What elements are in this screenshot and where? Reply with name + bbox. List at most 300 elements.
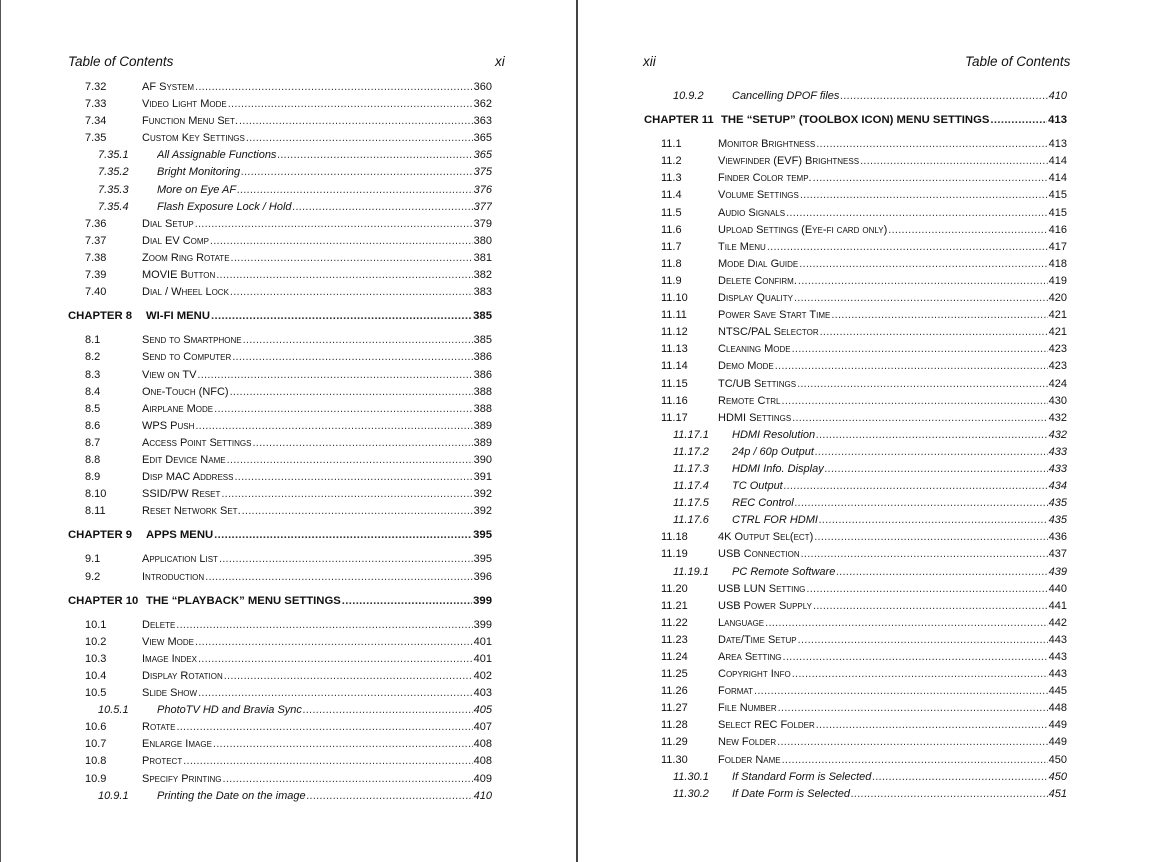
dot-leader: [230, 284, 473, 301]
toc-entry-page-number: 360: [473, 81, 492, 93]
toc-entry-page-number: 382: [473, 269, 492, 282]
toc-entry-title: View on TV: [142, 368, 197, 381]
toc-entry[interactable]: [68, 685, 492, 702]
toc-entry-title: Tile Menu: [718, 240, 766, 253]
dot-leader: [819, 512, 1048, 529]
toc-entry[interactable]: [644, 529, 1067, 546]
toc-entry[interactable]: [68, 702, 492, 719]
toc-entry[interactable]: [68, 736, 492, 753]
toc-entry-page-number: 385: [473, 334, 492, 347]
toc-entry-page-number: 392: [473, 505, 492, 518]
toc-entry-page-number: 419: [1048, 274, 1067, 287]
toc-entry-page-number: 437: [1048, 548, 1067, 561]
toc-entry-number: 11.9: [661, 274, 682, 287]
dot-leader: [211, 308, 472, 325]
toc-entry-title: Flash Exposure Lock / Hold: [157, 200, 292, 213]
toc-entry-page-number: 442: [1048, 616, 1067, 629]
toc-entry-page-number: 423: [1048, 343, 1067, 356]
toc-entry-page-number: 415: [1048, 206, 1067, 219]
toc-entry[interactable]: [68, 164, 492, 181]
toc-entry-page-number: 409: [473, 772, 492, 785]
toc-entry-number: 11.12: [661, 326, 688, 339]
toc-entry-title: Mode Dial Guide: [718, 257, 799, 270]
toc-entry-title: TC Output: [732, 480, 783, 493]
toc-entry-number: 11.24: [661, 651, 688, 663]
toc-entry-title: 4K Output Sel(ect): [718, 531, 814, 544]
toc-entry[interactable]: [644, 427, 1067, 444]
toc-entry-number: CHAPTER 9: [68, 529, 133, 542]
toc-entry-title: Zoom Ring Rotate: [142, 251, 230, 264]
toc-entry-number: 11.16: [661, 394, 688, 407]
toc-entry[interactable]: [68, 147, 492, 164]
toc-entry[interactable]: [644, 205, 1067, 222]
toc-entry-number: 7.35.2: [98, 166, 129, 179]
toc-entry[interactable]: [68, 719, 492, 736]
toc-entry[interactable]: [644, 564, 1067, 581]
toc-entry-number: 11.18: [661, 531, 688, 544]
toc-entry-number: 10.6: [85, 721, 107, 734]
toc-entry-number: 11.19: [661, 548, 688, 561]
toc-entry[interactable]: [644, 170, 1067, 187]
toc-entry-title: Application List: [142, 553, 218, 566]
dot-leader: [794, 290, 1048, 307]
dot-leader: [820, 324, 1048, 341]
toc-entry[interactable]: [644, 222, 1067, 239]
dot-leader: [198, 685, 473, 702]
toc-entry-number: 10.5: [85, 687, 107, 700]
toc-entry-page-number: 410: [473, 789, 492, 802]
toc-entry-title: TC/UB Settings: [718, 377, 797, 390]
toc-entry-page-number: 440: [1048, 582, 1067, 595]
toc-entry[interactable]: [68, 486, 492, 503]
toc-entry-number: 7.33: [85, 98, 107, 111]
toc-entry[interactable]: [644, 256, 1067, 273]
toc-entry[interactable]: [644, 444, 1067, 461]
toc-entry-page-number: 448: [1048, 702, 1067, 715]
toc-list-right: [644, 88, 1067, 803]
toc-entry[interactable]: [68, 250, 492, 267]
toc-entry[interactable]: [644, 410, 1067, 427]
toc-entry-page-number: 445: [1048, 685, 1067, 698]
toc-entry-title: Enlarge Image: [142, 738, 212, 751]
toc-entry-page-number: 408: [473, 738, 492, 751]
running-head-page-number: xi: [495, 54, 505, 69]
toc-entry-title: Power Save Start Time: [718, 309, 831, 322]
toc-entry[interactable]: [644, 752, 1067, 769]
dot-leader: [792, 341, 1048, 358]
toc-entry-page-number: 443: [1048, 633, 1067, 646]
toc-entry[interactable]: [644, 358, 1067, 375]
toc-entry[interactable]: [644, 88, 1067, 105]
toc-entry-page-number: 399: [473, 618, 492, 631]
toc-entry-page-number: 395: [473, 553, 492, 566]
toc-entry-title: Dial Setup: [142, 217, 194, 230]
dot-leader: [816, 427, 1048, 444]
dot-leader: [221, 486, 472, 503]
toc-entry-number: 7.38: [85, 251, 107, 264]
toc-entry[interactable]: [644, 717, 1067, 734]
toc-entry-title: HDMI Settings: [718, 411, 792, 424]
dot-leader: [784, 478, 1048, 495]
toc-entry-page-number: 408: [473, 755, 492, 768]
toc-entry-title: HDMI Info. Display: [732, 462, 824, 475]
toc-entry-number: 7.34: [85, 115, 107, 128]
dot-leader: [176, 719, 472, 736]
toc-entry[interactable]: [68, 349, 492, 366]
dot-leader: [241, 164, 472, 181]
toc-entry[interactable]: [68, 384, 492, 401]
toc-entry-page-number: 396: [473, 570, 492, 583]
toc-entry-number: 11.10: [661, 292, 688, 305]
toc-entry-number: 8.6: [85, 419, 101, 432]
toc-entry-number: 11.6: [661, 223, 682, 236]
toc-entry[interactable]: [644, 683, 1067, 700]
toc-entry[interactable]: [644, 187, 1067, 204]
toc-entry-number: 8.7: [85, 436, 101, 449]
toc-entry-title: Demo Mode: [718, 360, 774, 373]
dot-leader: [237, 182, 473, 199]
toc-entry-page-number: 421: [1048, 326, 1067, 339]
dot-leader: [777, 734, 1047, 751]
toc-entry-page-number: 383: [473, 286, 492, 299]
toc-chapter-entry[interactable]: [68, 593, 492, 610]
toc-entry-number: 11.13: [661, 343, 688, 356]
toc-entry[interactable]: [644, 376, 1067, 393]
dot-leader: [816, 717, 1048, 734]
toc-entry-number: 11.22: [661, 616, 688, 629]
toc-entry-page-number: 385: [473, 310, 492, 323]
toc-entry[interactable]: [68, 367, 492, 384]
toc-entry[interactable]: [68, 96, 492, 113]
running-head-title: Table of Contents: [68, 54, 174, 69]
toc-entry-page-number: 414: [1048, 172, 1067, 185]
toc-entry[interactable]: [644, 786, 1067, 803]
toc-entry-number: 11.17.3: [673, 462, 709, 475]
toc-entry-number: 11.1: [661, 138, 682, 151]
toc-entry-title: Function Menu Set.: [142, 115, 238, 128]
toc-entry-number: 7.35: [85, 132, 107, 145]
dot-leader: [243, 332, 473, 349]
toc-entry-title: WPS Push: [142, 419, 195, 432]
dot-leader: [176, 617, 472, 634]
toc-entry[interactable]: [644, 153, 1067, 170]
toc-entry-number: 10.4: [85, 670, 107, 682]
toc-entry[interactable]: [68, 753, 492, 770]
toc-entry-number: 11.30: [661, 753, 688, 766]
dot-leader: [307, 788, 473, 805]
toc-entry-number: 11.8: [661, 257, 682, 270]
toc-entry-page-number: 424: [1048, 377, 1067, 390]
toc-entry-number: 11.2: [661, 155, 682, 168]
toc-entry-page-number: 401: [473, 652, 492, 665]
toc-entry-number: 8.1: [85, 334, 101, 347]
toc-entry-number: 11.17.1: [673, 428, 709, 441]
toc-entry[interactable]: [644, 136, 1067, 153]
toc-entry[interactable]: [644, 649, 1067, 666]
toc-entry-title: PhotoTV HD and Bravia Sync: [157, 704, 302, 717]
toc-entry-page-number: 450: [1048, 753, 1067, 766]
toc-entry-page-number: 401: [473, 635, 492, 648]
toc-entry-title: Delete: [142, 618, 176, 631]
toc-chapter-entry[interactable]: [644, 112, 1067, 129]
toc-entry-title: Remote Ctrl: [718, 394, 781, 407]
toc-chapter-entry[interactable]: [68, 527, 492, 544]
toc-entry[interactable]: [644, 461, 1067, 478]
dot-leader: [778, 700, 1048, 717]
toc-entry[interactable]: [68, 284, 492, 301]
toc-entry-title: Custom Key Settings: [142, 132, 245, 145]
toc-entry-number: 7.35.4: [98, 200, 129, 213]
dot-leader: [806, 581, 1047, 598]
dot-leader: [814, 529, 1047, 546]
toc-entry-number: 8.10: [85, 488, 107, 501]
toc-entry-number: 9.2: [85, 570, 101, 583]
toc-entry-number: 10.2: [85, 635, 107, 648]
toc-entry-number: CHAPTER 10: [68, 594, 139, 607]
dot-leader: [183, 753, 472, 770]
dot-leader: [210, 233, 473, 250]
toc-entry[interactable]: [644, 324, 1067, 341]
toc-entry[interactable]: [644, 546, 1067, 563]
toc-entry-title: Dial EV Comp: [142, 234, 209, 247]
toc-entry-title: If Date Form is Selected: [732, 787, 850, 800]
toc-entry[interactable]: [644, 632, 1067, 649]
toc-entry-page-number: 423: [1048, 360, 1067, 373]
toc-entry[interactable]: [644, 598, 1067, 615]
toc-entry-title: Monitor Brightness: [718, 138, 816, 151]
toc-entry-number: 11.21: [661, 599, 688, 612]
toc-entry[interactable]: [68, 182, 492, 199]
dot-leader: [293, 199, 473, 216]
toc-entry-title: NTSC/PAL Selector: [718, 326, 819, 339]
dot-leader: [815, 444, 1048, 461]
toc-entry[interactable]: [68, 668, 492, 685]
toc-entry[interactable]: [68, 79, 492, 96]
toc-entry-title: Folder Name: [718, 753, 781, 766]
dot-leader: [840, 88, 1047, 105]
dot-leader: [795, 495, 1048, 512]
toc-entry-title: Display Quality: [718, 292, 793, 305]
toc-entry-title: USB Power Supply: [718, 599, 812, 612]
toc-entry[interactable]: [644, 341, 1067, 358]
toc-entry[interactable]: [644, 700, 1067, 717]
toc-entry[interactable]: [68, 216, 492, 233]
toc-entry-page-number: 386: [473, 351, 492, 364]
toc-entry[interactable]: [68, 199, 492, 216]
dot-leader: [831, 307, 1047, 324]
toc-entry-page-number: 363: [473, 115, 492, 128]
dot-leader: [765, 615, 1048, 632]
toc-entry-page-number: 436: [1048, 531, 1067, 544]
toc-entry[interactable]: [68, 418, 492, 435]
toc-entry-page-number: 405: [473, 704, 492, 717]
toc-entry-page-number: 449: [1048, 719, 1067, 732]
toc-entry-number: 11.17: [661, 411, 688, 424]
toc-entry-number: 11.25: [661, 668, 688, 681]
toc-entry-title: Viewfinder (EVF) Brightness: [718, 155, 860, 168]
toc-entry[interactable]: [644, 581, 1067, 598]
dot-leader: [342, 593, 472, 610]
toc-entry[interactable]: [68, 332, 492, 349]
toc-entry-number: CHAPTER 8: [68, 310, 133, 323]
toc-entry-title: Introduction: [142, 570, 205, 583]
toc-list-left: [68, 79, 492, 805]
toc-entry[interactable]: [68, 788, 492, 805]
toc-entry-number: 7.37: [85, 234, 107, 247]
toc-entry-title: Upload Settings (Eye-fi card only): [718, 223, 888, 236]
toc-entry-title: USB LUN Setting: [718, 582, 806, 595]
toc-entry-title: Select REC Folder: [718, 719, 815, 732]
toc-entry-page-number: 421: [1048, 309, 1067, 322]
toc-entry[interactable]: [644, 615, 1067, 632]
toc-entry-page-number: 376: [473, 183, 492, 196]
toc-entry[interactable]: [68, 452, 492, 469]
dot-leader: [242, 503, 473, 520]
dot-leader: [227, 452, 473, 469]
dot-leader: [239, 113, 473, 130]
toc-entry-number: 8.11: [85, 505, 106, 518]
toc-entry-page-number: 388: [473, 402, 492, 415]
toc-entry-title: All Assignable Functions: [157, 149, 277, 162]
dot-leader: [888, 222, 1047, 239]
toc-entry-title: THE “PLAYBACK” MENU SETTINGS: [146, 594, 341, 607]
dot-leader: [232, 349, 472, 366]
dot-leader: [234, 469, 472, 486]
toc-entry[interactable]: [644, 273, 1067, 290]
toc-entry-number: 8.8: [85, 453, 101, 466]
toc-entry-number: 11.28: [661, 719, 688, 732]
dot-leader: [214, 527, 472, 544]
toc-entry[interactable]: [68, 551, 492, 568]
toc-entry-title: More on Eye AF: [157, 183, 237, 196]
toc-entry-number: 10.9: [85, 772, 107, 785]
toc-entry-page-number: 443: [1048, 651, 1067, 663]
dot-leader: [816, 136, 1047, 153]
toc-entry-page-number: 413: [1048, 114, 1067, 127]
toc-entry-number: 11.30.1: [673, 770, 709, 783]
dot-leader: [223, 771, 473, 788]
dot-leader: [231, 250, 473, 267]
toc-entry-number: 11.7: [661, 240, 682, 253]
toc-entry-title: Display Rotation: [142, 670, 223, 682]
toc-entry-page-number: 392: [473, 488, 492, 501]
toc-entry[interactable]: [644, 666, 1067, 683]
toc-entry-number: 7.32: [85, 81, 107, 93]
toc-entry-title: HDMI Resolution: [732, 428, 816, 441]
toc-entry-number: 10.8: [85, 755, 107, 768]
toc-entry[interactable]: [68, 435, 492, 452]
running-head-page-number: xii: [643, 54, 656, 69]
toc-entry-page-number: 420: [1048, 292, 1067, 305]
toc-entry[interactable]: [644, 769, 1067, 786]
dot-leader: [851, 786, 1048, 803]
toc-entry[interactable]: [644, 512, 1067, 529]
toc-entry[interactable]: [644, 290, 1067, 307]
toc-entry[interactable]: [68, 130, 492, 147]
toc-entry-page-number: 395: [473, 529, 492, 542]
toc-entry[interactable]: [68, 113, 492, 130]
toc-entry[interactable]: [68, 617, 492, 634]
toc-entry[interactable]: [644, 478, 1067, 495]
dot-leader: [792, 666, 1048, 683]
toc-entry-number: 10.7: [85, 738, 107, 751]
toc-entry-title: Language: [718, 616, 765, 629]
dot-leader: [754, 683, 1048, 700]
toc-entry[interactable]: [644, 393, 1067, 410]
toc-entry-title: CTRL FOR HDMI: [732, 514, 818, 527]
toc-entry-page-number: 435: [1048, 514, 1067, 527]
toc-entry-number: 11.30.2: [673, 787, 709, 800]
toc-entry-page-number: 433: [1048, 462, 1067, 475]
dot-leader: [799, 256, 1047, 273]
dot-leader: [252, 435, 472, 452]
toc-entry-number: 8.9: [85, 471, 101, 484]
toc-entry[interactable]: [68, 401, 492, 418]
toc-entry-page-number: 416: [1048, 223, 1067, 236]
toc-entry-number: 10.1: [85, 618, 107, 631]
toc-entry[interactable]: [644, 239, 1067, 256]
toc-entry-number: 11.3: [661, 172, 682, 185]
dot-leader: [783, 649, 1048, 666]
toc-entry[interactable]: [68, 771, 492, 788]
toc-entry-page-number: 362: [473, 98, 492, 111]
toc-entry-page-number: 435: [1048, 497, 1067, 510]
toc-entry[interactable]: [68, 267, 492, 284]
toc-entry[interactable]: [68, 569, 492, 586]
toc-entry-title: Bright Monitoring: [157, 166, 241, 179]
dot-leader: [303, 702, 473, 719]
toc-entry-page-number: 407: [473, 721, 492, 734]
toc-entry-title: Audio Signals: [718, 206, 786, 219]
dot-leader: [786, 205, 1048, 222]
dot-leader: [798, 632, 1048, 649]
toc-entry-title: APPS MENU: [146, 529, 214, 542]
toc-entry[interactable]: [68, 469, 492, 486]
toc-entry[interactable]: [68, 651, 492, 668]
toc-entry-page-number: 399: [473, 594, 492, 607]
toc-entry[interactable]: [644, 495, 1067, 512]
running-head-title: Table of Contents: [965, 54, 1071, 69]
toc-entry-page-number: 365: [473, 132, 492, 145]
toc-entry-page-number: 403: [473, 687, 492, 700]
toc-entry-title: Date/Time Setup: [718, 633, 797, 646]
dot-leader: [205, 569, 472, 586]
dot-leader: [872, 769, 1047, 786]
toc-entry-title: Airplane Mode: [142, 402, 214, 415]
dot-leader: [224, 668, 473, 685]
toc-entry[interactable]: [644, 307, 1067, 324]
toc-entry-page-number: 380: [473, 234, 492, 247]
toc-entry-title: Reset Network Set.: [142, 505, 241, 518]
toc-entry-number: 11.14: [661, 360, 688, 373]
toc-entry[interactable]: [68, 233, 492, 250]
toc-entry-page-number: 415: [1048, 189, 1067, 202]
toc-entry-number: 11.29: [661, 736, 688, 749]
toc-entry[interactable]: [68, 503, 492, 520]
toc-entry-page-number: 432: [1048, 411, 1067, 424]
toc-entry[interactable]: [68, 634, 492, 651]
dot-leader: [801, 546, 1048, 563]
toc-entry-number: 11.5: [661, 206, 682, 219]
dot-leader: [195, 216, 473, 233]
toc-entry-number: 8.3: [85, 368, 101, 381]
toc-chapter-entry[interactable]: [68, 308, 492, 325]
toc-entry-title: AF System: [142, 81, 195, 93]
toc-entry-title: Send to Smartphone: [142, 334, 242, 347]
dot-leader: [213, 736, 473, 753]
toc-entry[interactable]: [644, 734, 1067, 751]
toc-entry-page-number: 441: [1048, 599, 1067, 612]
